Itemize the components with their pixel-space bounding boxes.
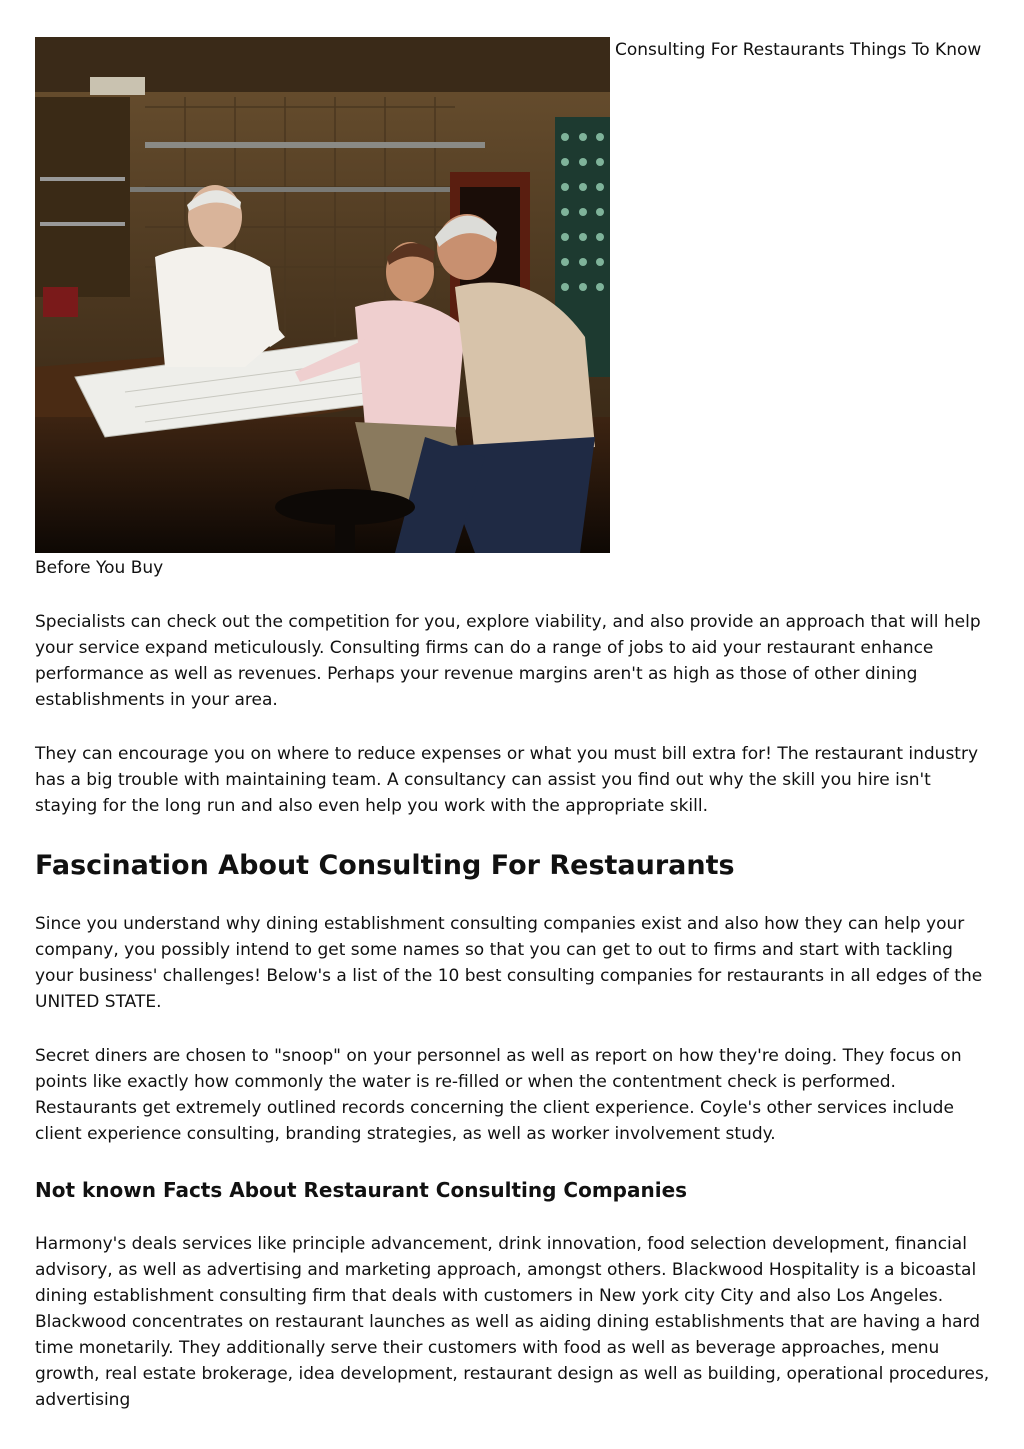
consultants-photo bbox=[35, 37, 610, 553]
paragraph-4: Secret diners are chosen to "snoop" on your personnel as well as report on how they're doing. They focus on points like exactly how commonly the water is re-filled or when the contentment check is performed. Restaurants get extremely outlined records concerning the client experience. Coyle's other services include client experience consulting, branding strategies, as well as worker involvement study. bbox=[35, 1046, 962, 1144]
paragraph-1: Specialists can check out the competition for you, explore viability, and also provide an approach that will help your service expand meticulously. Consulting firms can do a range of jobs to aid your restaurant enhance performance as well as revenues. Perhaps your revenue margins aren't as high as those of other dining establishments in your area. bbox=[35, 612, 981, 710]
paragraph-2: They can encourage you on where to reduce expenses or what you must bill extra for! The restaurant industry has a big trouble with maintaining team. A consultancy can assist you find out why the skill you hire isn't staying for the long run and also even help you work with the appropriate skill. bbox=[35, 744, 979, 816]
intro-row bbox=[35, 37, 990, 553]
caption-line-2: Before You Buy bbox=[35, 558, 164, 578]
subsection-heading: Not known Facts About Restaurant Consulting Companies bbox=[35, 1178, 688, 1202]
section-heading: Fascination About Consulting For Restaurants bbox=[35, 850, 735, 881]
paragraph-3: Since you understand why dining establishment consulting companies exist and also how they can help your company, you possibly intend to get some names so that you can get to out to firms and start with tackling your business' challenges! Below's a list of the 10 best consulting companies for restaurants in all edges of the UNITED STATE. bbox=[35, 914, 983, 1012]
paragraph-5: Harmony's deals services like principle advancement, drink innovation, food selection development, financial advisory, as well as advertising and marketing approach, amongst others. Blackwood Hospitality is a bicoastal dining establishment consulting firm that deals with customers in New york city City and also Los Angeles. Blackwood concentrates on restaurant launches as well as aiding dining establishments that are having a hard time monetarily. They additionally serve their customers with food as well as beverage approaches, menu growth, real estate brokerage, idea development, restaurant design as well as building, operational procedures, advertising bbox=[35, 1234, 990, 1410]
article bbox=[35, 37, 990, 1413]
caption-line-1: Consulting For Restaurants Things To Know bbox=[615, 40, 982, 60]
